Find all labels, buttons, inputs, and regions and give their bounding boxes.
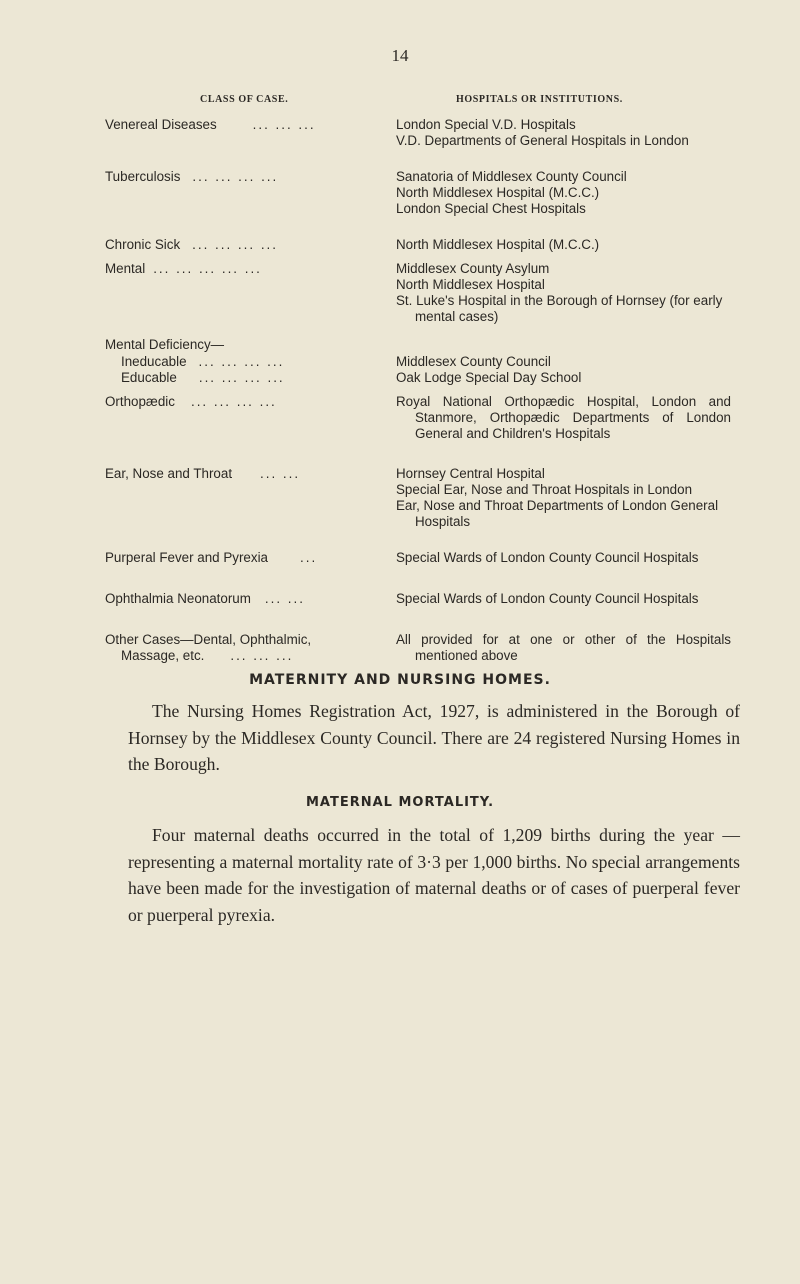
institution: Royal National Orthopædic Hospital, London and Stanmore, Orthopædic Departments of London General and Children's Hospitals [396,394,731,441]
institution: Ear, Nose and Throat Departments of London General Hospitals [396,498,719,529]
mortality-paragraph: Four maternal deaths occurred in the total of 1,209 births during the year — representing a maternal mortality rate of 3·3 per 1,000 births. No special arrangements have been made for the investigation of maternal deaths or of cases of puerperal fever or puerperal pyrexia. [128,825,740,925]
institutions [396,117,731,149]
case-class: Ear, Nose and Throat ... ... [105,466,301,481]
table-row [105,370,745,394]
table-row [105,591,745,632]
institutions [396,466,731,530]
case-class: Orthopædic ... ... ... ... [105,394,277,409]
institution: Special Wards of London County Council Hospitals [396,591,699,606]
institution: Special Ear, Nose and Throat Hospitals in London [396,482,693,497]
institution: All provided for at one or other of the Hospitals mentioned above [396,632,731,663]
case-class: Other Cases—Dental, Ophthalmic, Massage, etc. ... ... ... [105,632,312,663]
institution: Special Wards of London County Council Hospitals [396,550,699,565]
table-row [105,117,745,169]
table-row [105,237,745,261]
page-number: 14 [391,46,409,65]
institution: Oak Lodge Special Day School [396,370,582,385]
institution: St. Luke's Hospital in the Borough of Hornsey (for early mental cases) [396,293,723,324]
institution: London Special V.D. Hospitals [396,117,576,132]
table-row [105,169,745,237]
table-row [105,550,745,591]
maternity-heading: MATERNITY AND NURSING HOMES. [249,672,551,688]
institutions [396,237,731,253]
institutions [396,632,731,664]
table-row [105,261,745,337]
case-class: Chronic Sick ... ... ... ... [105,237,278,252]
institutions [396,394,731,442]
institutions [396,591,731,607]
institutions [396,370,731,386]
institution: Sanatoria of Middlesex County Council [396,169,627,184]
institution: North Middlesex Hospital (M.C.C.) [396,185,600,200]
table-row [105,354,745,370]
case-class: Mental ... ... ... ... ... [105,261,262,276]
institutions [396,354,731,370]
case-class: Mental Deficiency— [105,337,225,352]
hospitals-table [105,117,745,672]
case-class: Venereal Diseases ... ... ... [105,117,316,132]
maternity-paragraph: The Nursing Homes Registration Act, 1927, is administered in the Borough of Hornsey by the Middlesex County Council. There are 24 registered Nursing Homes in the Borough. [128,701,740,774]
case-class: Educable ... ... ... ... [121,370,285,385]
institution: V.D. Departments of General Hospitals in London [396,133,689,148]
institution: North Middlesex Hospital (M.C.C.) [396,237,600,252]
case-class: Purperal Fever and Pyrexia ... [105,550,318,565]
institutions [396,261,731,325]
institution: London Special Chest Hospitals [396,201,586,216]
institution: Middlesex County Council [396,354,551,369]
table-row [105,337,745,354]
table-row [105,394,745,466]
institution: North Middlesex Hospital [396,277,545,292]
institutions [396,169,731,217]
case-class: Ineducable ... ... ... ... [121,354,285,369]
case-class: Tuberculosis ... ... ... ... [105,169,279,184]
table-row [105,632,745,672]
table-row [105,466,745,550]
mortality-heading: MATERNAL MORTALITY. [305,795,495,810]
institution: Middlesex County Asylum [396,261,550,276]
institution: Hornsey Central Hospital [396,466,545,481]
institutions [396,550,731,566]
column-header-class: CLASS OF CASE. [200,94,289,105]
case-class: Ophthalmia Neonatorum ... ... [105,591,305,606]
column-header-hospitals: HOSPITALS OR INSTITUTIONS. [456,94,623,105]
